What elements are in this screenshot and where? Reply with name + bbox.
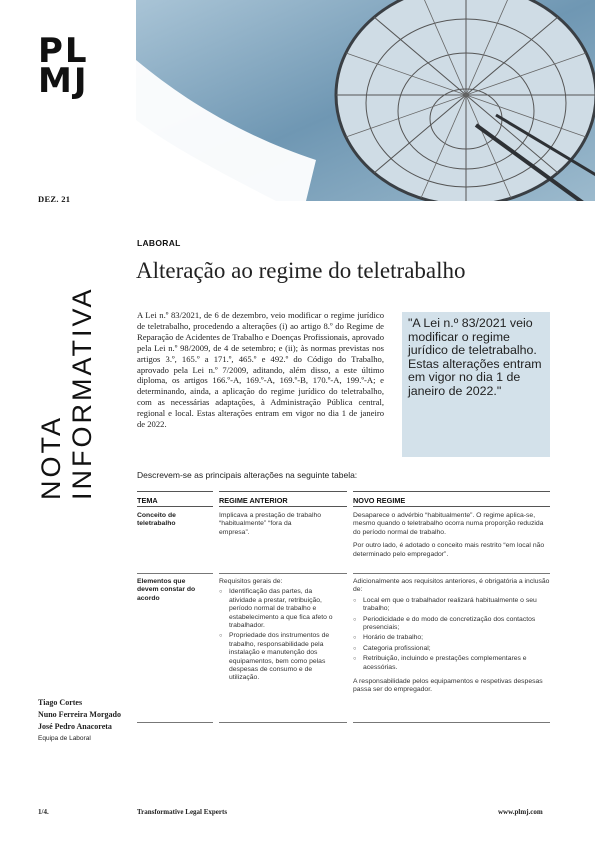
table-row-1-novo-p2: Por outro lado, é adotado o conceito mais restrito “em local não determinado pelo empregador”. — [353, 542, 545, 558]
pull-quote: "A Lei n.º 83/2021 veio modificar o regime jurídico de teletrabalho. Estas alterações entram em vigor no dia 1 de janeiro de 2022." — [402, 312, 550, 457]
document-type-line-1: NOTA — [36, 415, 66, 500]
table-header-tema: TEMA — [137, 491, 213, 507]
logo-line-1: PL — [38, 31, 89, 71]
issue-date: DEZ. 21 — [38, 194, 71, 204]
page-number: 1/4. — [38, 808, 49, 816]
author-name: Tiago Cortes — [38, 698, 83, 707]
table-header-regime-anterior: REGIME ANTERIOR — [219, 491, 347, 507]
list-item: ○ Categoria profissional; — [353, 645, 550, 653]
footer-url[interactable]: www.plmj.com — [498, 808, 543, 816]
document-type — [36, 180, 98, 500]
author-name: Nuno Ferreira Morgado — [38, 710, 121, 719]
plmj-logo — [38, 31, 102, 101]
list-item: ○ Horário de trabalho; — [353, 634, 550, 642]
page-title: Alteração ao regime do teletrabalho — [136, 258, 466, 283]
table-row-2-novo-intro: Adicionalmente aos requisitos anteriores, é obrigatória a inclusão de: — [353, 578, 550, 594]
table-header-novo-regime: NOVO REGIME — [353, 491, 550, 507]
table-intro: Descrevem-se as principais alterações na seguinte tabela: — [137, 470, 358, 480]
row-divider — [353, 573, 550, 574]
logo-line-2: MJ — [38, 61, 89, 101]
table-row-1-novo-p1: Desaparece o advérbio “habitualmente”. O regime aplica-se, mesmo quando o teletrabalho ocorra numa proporção reduzida do período normal de trabalho. — [353, 512, 544, 536]
list-item: ○ Identificação das partes, da atividade a prestar, retribuição, período normal de trabalho e estabelecimento a que fica afeto o trabalhador. — [219, 588, 339, 630]
table-row-2-anterior-list — [219, 588, 339, 682]
table-row-2-novo — [353, 578, 550, 700]
document-type-line-2: INFORMATIVA — [67, 286, 97, 500]
table-row-2-novo-list — [353, 597, 550, 672]
table-row-1-anterior: Implicava a prestação de trabalho “habitualmente” “fora da empresa”. — [219, 512, 322, 536]
section-label: LABORAL — [137, 238, 181, 248]
list-item: ○ Local em que o trabalhador realizará habitualmente o seu trabalho; — [353, 597, 550, 614]
body-paragraph: A Lei n.º 83/2021, de 6 de dezembro, veio modificar o regime jurídico de teletrabalho, procedendo a alterações (i) ao artigo 8.º do Regime de Reparação de Acidentes de Trabalho e Doenças Profissionais, aprovado pela Lei n.º 98/2009, de 4 de setembro; e (ii); às normas previstas nos artigos 3.º, 165.º a 171.º, 465.º e 492.º do Código do Trabalho, aprovado pela Lei n.º 7/2009, aditando, além disso, a este último diploma, os artigos 166.º-A, 169.º-A, 169.º-B, 170.º-A, 199.º-A; e determinando, ainda, a aplicação do regime jurídico do teletrabalho, com as necessárias adaptações, à Administração Pública central, regional e local. Estas alterações entram em vigor no dia 1 de janeiro de 2022. — [137, 310, 384, 430]
team-name: Equipa de Laboral — [38, 735, 91, 742]
authors — [38, 698, 128, 746]
footer-tagline: Transformative Legal Experts — [137, 808, 228, 816]
hero-image — [136, 0, 595, 201]
table-row-1-tema: Conceito de teletrabalho — [137, 512, 176, 528]
table-row-1-novo — [353, 512, 550, 564]
table-row-2-novo-outro: A responsabilidade pelos equipamentos e respetivas despesas passa ser do empregador. — [353, 678, 543, 694]
row-divider — [219, 722, 347, 723]
list-item: ○ Retribuição, incluindo e prestações complementares e acessórias. — [353, 655, 550, 672]
table-row-2-anterior-intro: Requisitos gerais de: — [219, 578, 283, 585]
row-divider — [137, 573, 213, 574]
table-row-2-tema: Elementos que devem constar do acordo — [137, 578, 196, 602]
row-divider — [353, 722, 550, 723]
row-divider — [137, 722, 213, 723]
author-name: José Pedro Anacoreta — [38, 722, 112, 731]
table-row-2-anterior — [219, 578, 339, 685]
row-divider — [219, 573, 347, 574]
list-item: ○ Periodicidade e do modo de concretização dos contactos presenciais; — [353, 616, 550, 633]
list-item: ○ Propriedade dos instrumentos de trabalho, responsabilidade pela instalação e manutenção dos equipamentos, bem como pelas despesas de consumo e de utilização. — [219, 632, 339, 682]
